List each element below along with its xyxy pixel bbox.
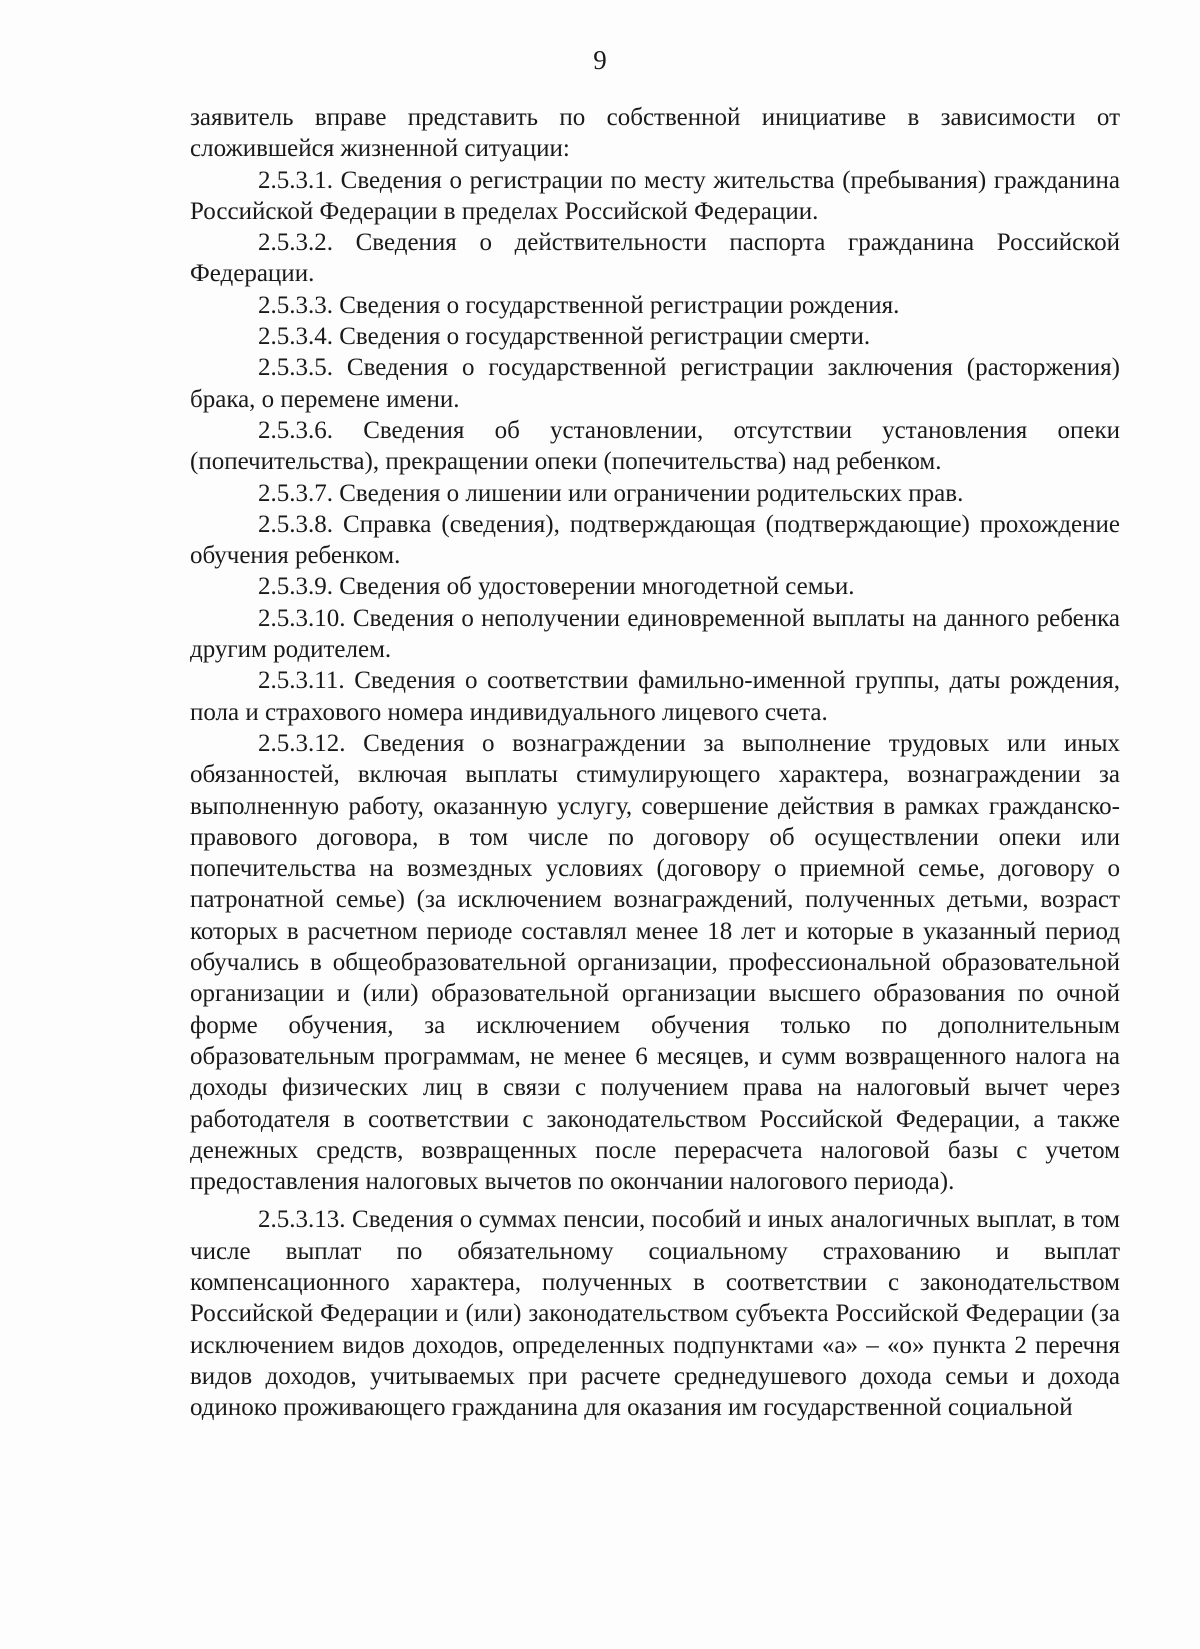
paragraph-2-5-3-13: 2.5.3.13. Сведения о суммах пенсии, пособий и иных аналогичных выплат, в том числе выплат по обязательному социальному страхованию и выплат компенсационного характера, полученных в соответствии с законодательством Российской Федерации и (или) законодательством субъекта Российской Федерации (за исключением видов доходов, определенных подпунктами «а» – «о» пункта 2 перечня видов доходов, учитываемых при расчете среднедушевого дохода семьи и дохода одиноко проживающего гражданина для оказания им государственной социальной xyxy=(190,1206,1120,1422)
paragraph-2-5-3-10: 2.5.3.10. Сведения о неполучении единовременной выплаты на данного ребенка другим родителем. xyxy=(190,604,1120,664)
paragraph-2-5-3-11: 2.5.3.11. Сведения о соответствии фамильно-именной группы, даты рождения, пола и страхового номера индивидуального лицевого счета. xyxy=(190,667,1120,726)
paragraph-2-5-3-12: 2.5.3.12. Сведения о вознаграждении за выполнение трудовых или иных обязанностей, включая выплаты стимулирующего характера, вознаграждении за выполненную работу, оказанную услугу, совершение действия в рамках гражданско-правового договора, в том числе по договору об осуществлении опеки или попечительства на возмездных условиях (договору о приемной семье, договору о патронатной семье) (за исключением вознаграждений, полученных детьми, возраст которых в расчетном периоде составлял менее 18 лет и которые в указанный период обучались в общеобразовательной организации, профессиональной образовательной организации и (или) образовательной организации высшего образования по очной форме обучения, за исключением обучения только по дополнительным образовательным программам, не менее 6 месяцев, и сумм возвращенного налога на доходы физических лиц в связи с получением права на налоговый вычет через работодателя в соответствии с законодательством Российской Федерации, а также денежных средств, возвращенных после перерасчета налоговой базы с учетом предоставления налоговых вычетов по окончании налогового периода). xyxy=(190,729,1120,1196)
paragraph-2-5-3-5: 2.5.3.5. Сведения о государственной регистрации заключения (расторжения) брака, о перемене имени. xyxy=(190,354,1120,413)
paragraph-2-5-3-8: 2.5.3.8. Справка (сведения), подтверждающая (подтверждающие) прохождение обучения ребенком. xyxy=(190,510,1120,570)
paragraph-2-5-3-4: 2.5.3.4. Сведения о государственной регистрации смерти. xyxy=(258,323,871,351)
paragraph-2-5-3-6: 2.5.3.6. Сведения об установлении, отсутствии установления опеки (попечительства), прекращении опеки (попечительства) над ребенком. xyxy=(190,416,1120,476)
paragraph-intro: заявитель вправе представить по собственной инициативе в зависимости от сложившейся жизненной ситуации: xyxy=(190,104,1120,163)
paragraph-2-5-3-2: 2.5.3.2. Сведения о действительности паспорта гражданина Российской Федерации. xyxy=(190,229,1120,288)
paragraph-2-5-3-9: 2.5.3.9. Сведения об удостоверении многодетной семьи. xyxy=(258,573,855,601)
paragraph-2-5-3-3: 2.5.3.3. Сведения о государственной регистрации рождения. xyxy=(258,291,900,319)
page-number: 9 xyxy=(593,45,607,75)
document-body xyxy=(190,102,1120,1423)
paragraph-2-5-3-7: 2.5.3.7. Сведения о лишении или ограничении родительских прав. xyxy=(258,479,964,507)
paragraph-2-5-3-1: 2.5.3.1. Сведения о регистрации по месту жительства (пребывания) гражданина Российской Федерации в пределах Российской Федерации. xyxy=(190,166,1120,225)
